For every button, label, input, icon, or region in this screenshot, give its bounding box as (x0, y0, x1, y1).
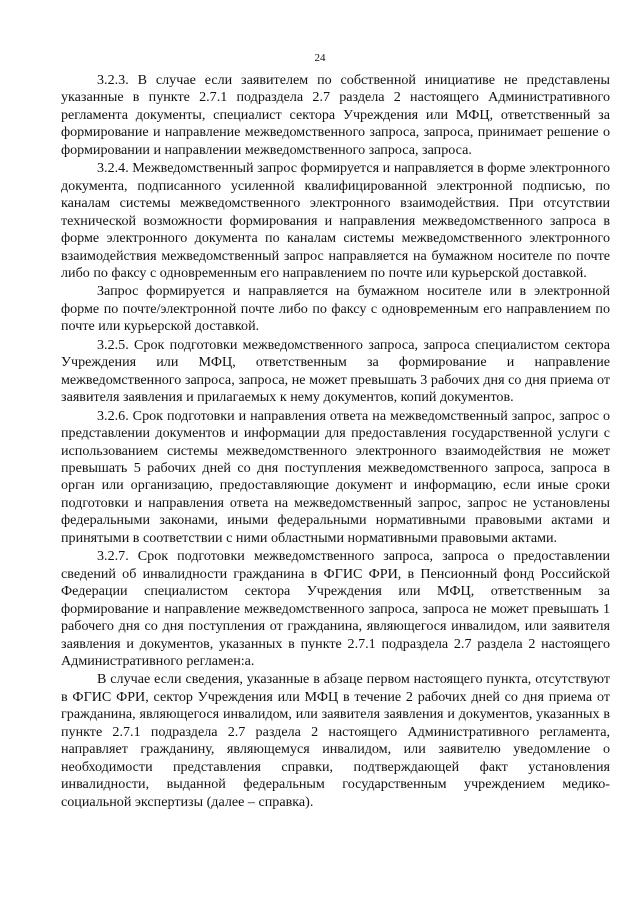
paragraph-3-2-6: 3.2.6. Срок подготовки и направления ответа на межведомственный запрос, запрос о представлении документов и информации для предоставления государственной услуги с использованием системы межведомственного электронного взаимодействия не может превышать 5 рабочих дней со дня поступления межведомственного запроса, запроса в орган или организацию, предоставляющие документ и информацию, если иные сроки подготовки и направления ответа на межведомственный запрос, запрос не установлены федеральными законами, иными федеральными нормативными правовыми актами и принятыми в соответствии с ними областными нормативными правовыми актами. (61, 407, 610, 546)
paragraph-missing-info-notice: В случае если сведения, указанные в абзаце первом настоящего пункта, отсутствуют в ФГИС ФРИ, сектор Учреждения или МФЦ в течение 2 рабочих дней со дня приема от гражданина, являющегося инвалидом, или заявителя заявления и документов, указанных в пункте 2.7.1 подраздела 2.7 раздела 2 настоящего Административного регламента, направляет гражданину, являющемуся инвалидом, или заявителю уведомление о необходимости представления справки, подтверждающей факт установления инвалидности, выданной федеральным государственным учреждением медико-социальной экспертизы (далее – справка). (61, 671, 610, 810)
page-number: 24 (314, 52, 326, 64)
paragraph-request-forms: Запрос формируется и направляется на бумажном носителе или в электронной форме по почте/электронной почте либо по факсу с одновременным его направлением по почте или курьерской доставкой. (61, 283, 610, 335)
document-body (61, 72, 610, 811)
paragraph-3-2-5: 3.2.5. Срок подготовки межведомственного запроса, запроса специалистом сектора Учреждения или МФЦ, ответственным за формирование и направление межведомственного запроса, запроса, не может превышать 3 рабочих дня со дня приема от заявителя заявления и прилагаемых к нему документов, копий документов. (61, 336, 610, 406)
paragraph-3-2-4: 3.2.4. Межведомственный запрос формируется и направляется в форме электронного документа, подписанного усиленной квалифицированной электронной подписью, по каналам системы межведомственного электронного взаимодействия. При отсутствии технической возможности формирования и направления межведомственного запроса в форме электронного документа по каналам системы межведомственного электронного взаимодействия межведомственный запрос направляется на бумажном носителе по почте либо по факсу с одновременным его направлением по почте или курьерской доставкой. (61, 160, 610, 281)
paragraph-3-2-3: 3.2.3. В случае если заявителем по собственной инициативе не представлены указанные в пункте 2.7.1 подраздела 2.7 раздела 2 настоящего Административного регламента документы, специалист сектора Учреждения или МФЦ, ответственный за формирование и направление межведомственного запроса, запроса, принимает решение о формировании и направлении межведомственного запроса, запроса. (61, 72, 610, 158)
paragraph-3-2-7: 3.2.7. Срок подготовки межведомственного запроса, запроса о предоставлении сведений об инвалидности гражданина в ФГИС ФРИ, в Пенсионный фонд Российской Федерации специалистом сектора Учреждения или МФЦ, ответственным за формирование и направление межведомственного запроса, запроса не может превышать 1 рабочего дня со дня поступления от гражданина, являющегося инвалидом, или заявителя заявления и документов, указанных в пункте 2.7.1 подраздела 2.7 раздела 2 настоящего Административного регламен:а. (61, 548, 610, 669)
